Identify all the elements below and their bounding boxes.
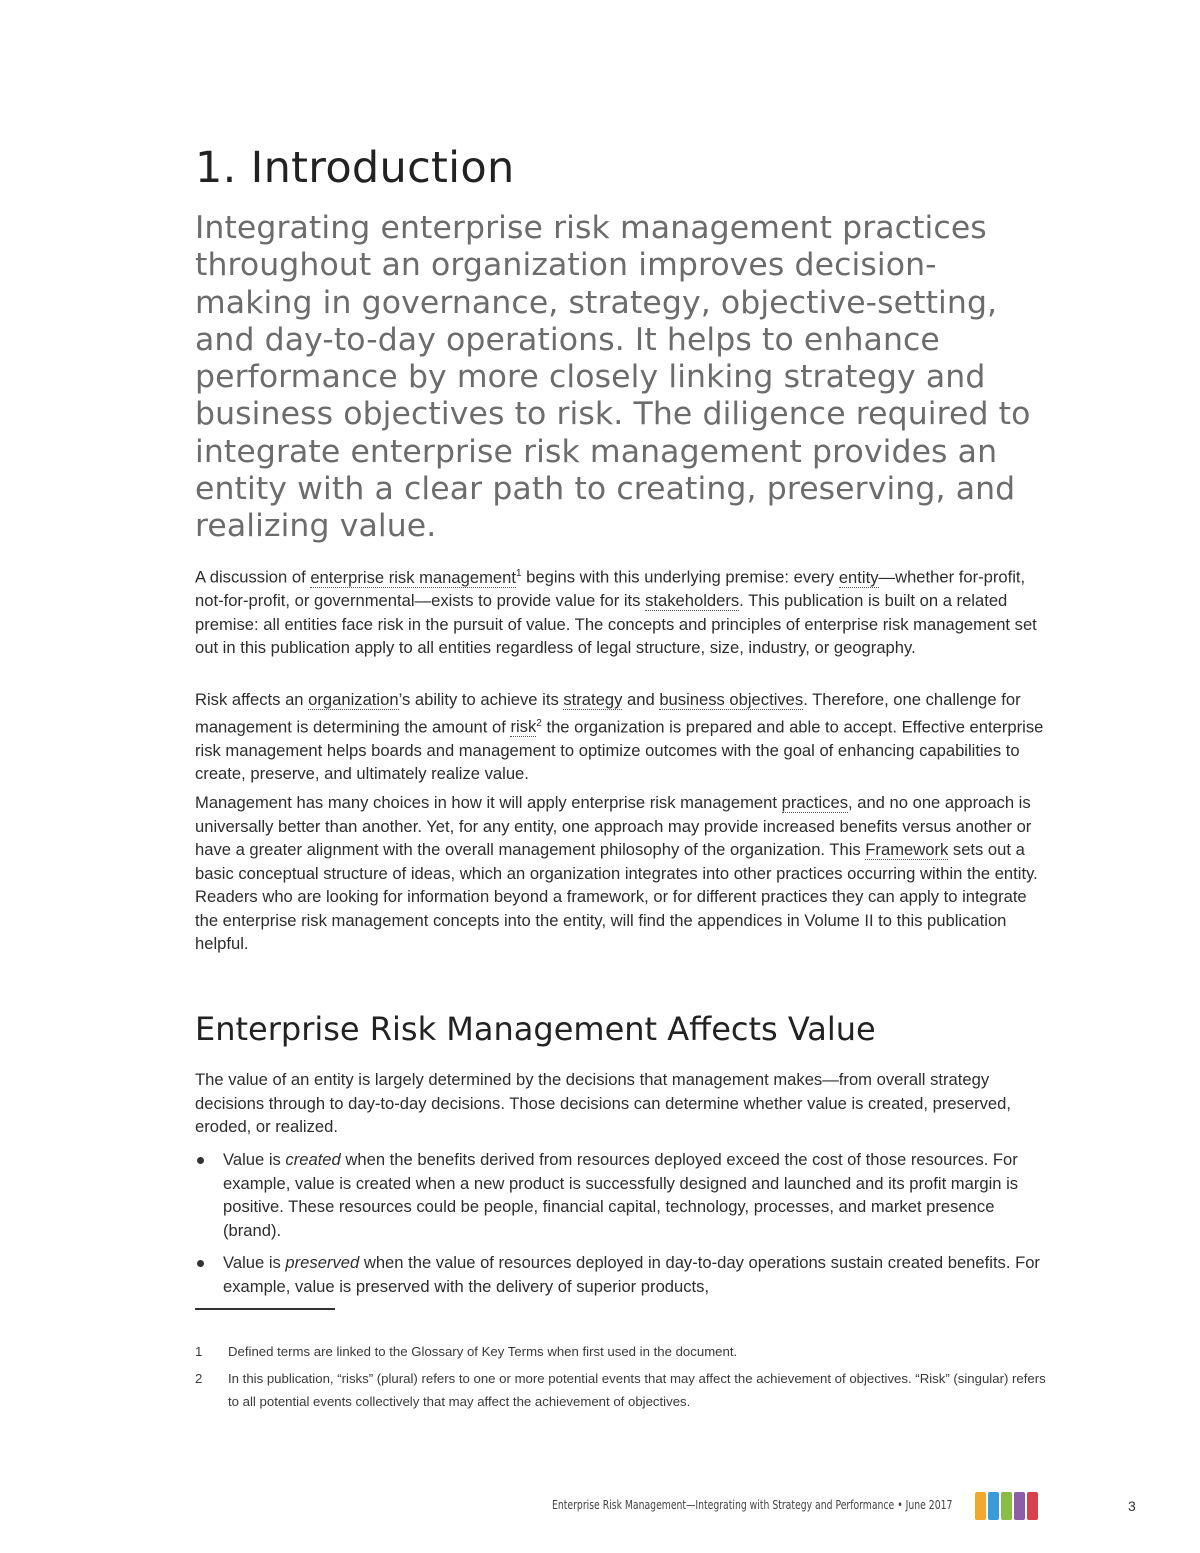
term-link-entity[interactable]: entity xyxy=(838,567,879,587)
footnote-number: 1 xyxy=(195,1344,203,1359)
bullet-item-preserved: Value is preserved when the value of resources deployed in day-to-day operations sustain created benefits. For example, value is preserved with the delivery of superior products, xyxy=(195,1251,1045,1298)
section-title: 1. Introduction xyxy=(195,143,515,193)
footnote-ref-1[interactable]: 1 xyxy=(515,568,522,579)
term-link-framework[interactable]: Framework xyxy=(865,840,949,859)
footnote-divider xyxy=(195,1308,335,1310)
footnote-item xyxy=(195,1340,1055,1363)
term-link-enterprise-risk-management[interactable]: enterprise risk management xyxy=(310,567,516,587)
term-link-stakeholders[interactable]: stakeholders xyxy=(645,591,740,611)
footnote-text: In this publication, “risks” (plural) refers to one or more potential events that may affect the achievement of objectives. “Risk” (singular) refers to all potential events collectively that may affect the achievement of objectives. xyxy=(228,1371,1046,1409)
brand-stripe xyxy=(1014,1492,1025,1520)
subsection-title: Enterprise Risk Management Affects Value xyxy=(195,1010,876,1048)
value-bullet-list xyxy=(195,1148,1045,1307)
term-link-risk[interactable]: risk xyxy=(510,717,537,737)
footnotes xyxy=(195,1340,1055,1417)
footer-publication-title: Enterprise Risk Management—Integrating with Strategy and Performance • June 2017 xyxy=(552,1498,953,1512)
brand-stripe xyxy=(988,1492,999,1520)
bullet-icon xyxy=(197,1157,204,1164)
paragraph-3: Management has many choices in how it will apply enterprise risk management practices, and no one approach is universally better than another. Yet, for any entity, one approach may provide increased benefits versus another or have a greater alignment with the overall management philosophy of the organization. This Framework sets out a basic conceptual structure of ideas, which an organization integrates into other practices occurring within the entity. Readers who are looking for information beyond a framework, or for different practices they can apply to integrate the enterprise risk management concepts into the entity, will find the appendices in Volume II to this publication helpful. xyxy=(195,793,1038,953)
bullet-icon xyxy=(197,1260,204,1267)
brand-stripe xyxy=(1027,1492,1038,1520)
footnote-ref-2[interactable]: 2 xyxy=(536,717,542,729)
brand-stripe xyxy=(975,1492,986,1520)
term-link-practices[interactable]: practices xyxy=(781,793,848,812)
footnote-text: Defined terms are linked to the Glossary of Key Terms when first used in the document. xyxy=(228,1344,738,1359)
footnote-item xyxy=(195,1367,1055,1413)
paragraph-2: Risk affects an organization’s ability to achieve its strategy and business objectives. Therefore, one challenge for management is determining the amount of risk$^2$ the organization is prepared and able to accept. Effective enterprise risk management helps boards and management to optimize outcomes with the goal of enhancing capabilities to create, preserve, and ultimately realize value. xyxy=(195,690,1044,784)
brand-stripe xyxy=(1001,1492,1012,1520)
term-link-strategy[interactable]: strategy xyxy=(563,690,623,709)
term-link-organization[interactable]: organization xyxy=(308,690,399,709)
section-lede: Integrating enterprise risk management practices throughout an organization improves decision-making in governance, strategy, objective-setting, and day-to-day operations. It helps to enhance performance by more closely linking strategy and business objectives to risk. The diligence required to integrate enterprise risk management provides an entity with a clear path to creating, preserving, and realizing value. xyxy=(195,210,1031,545)
page-number: 3 xyxy=(1128,1498,1136,1514)
bullet-item-created: Value is created when the benefits derived from resources deployed exceed the cost of those resources. For example, value is created when a new product is successfully designed and launched and its profit margin is positive. These resources could be people, financial capital, technology, processes, and market presence (brand). xyxy=(195,1148,1045,1242)
paragraph-1: A discussion of enterprise risk management$^1$ begins with this underlying premise: every entity—whether for-profit, not-for-profit, or governmental—exists to provide value for its stakeholders. This publication is built on a related premise: all entities face risk in the pursuit of value. The concepts and principles of enterprise risk management set out in this publication apply to all entities regardless of legal structure, size, industry, or geography. xyxy=(195,567,1037,658)
footnote-number: 2 xyxy=(195,1371,203,1386)
subsection-intro: The value of an entity is largely determined by the decisions that management makes—from overall strategy decisions through to day-to-day decisions. Those decisions can determine whether value is created, preserved, eroded, or realized. xyxy=(195,1070,1012,1136)
term-link-business-objectives[interactable]: business objectives xyxy=(659,690,804,709)
